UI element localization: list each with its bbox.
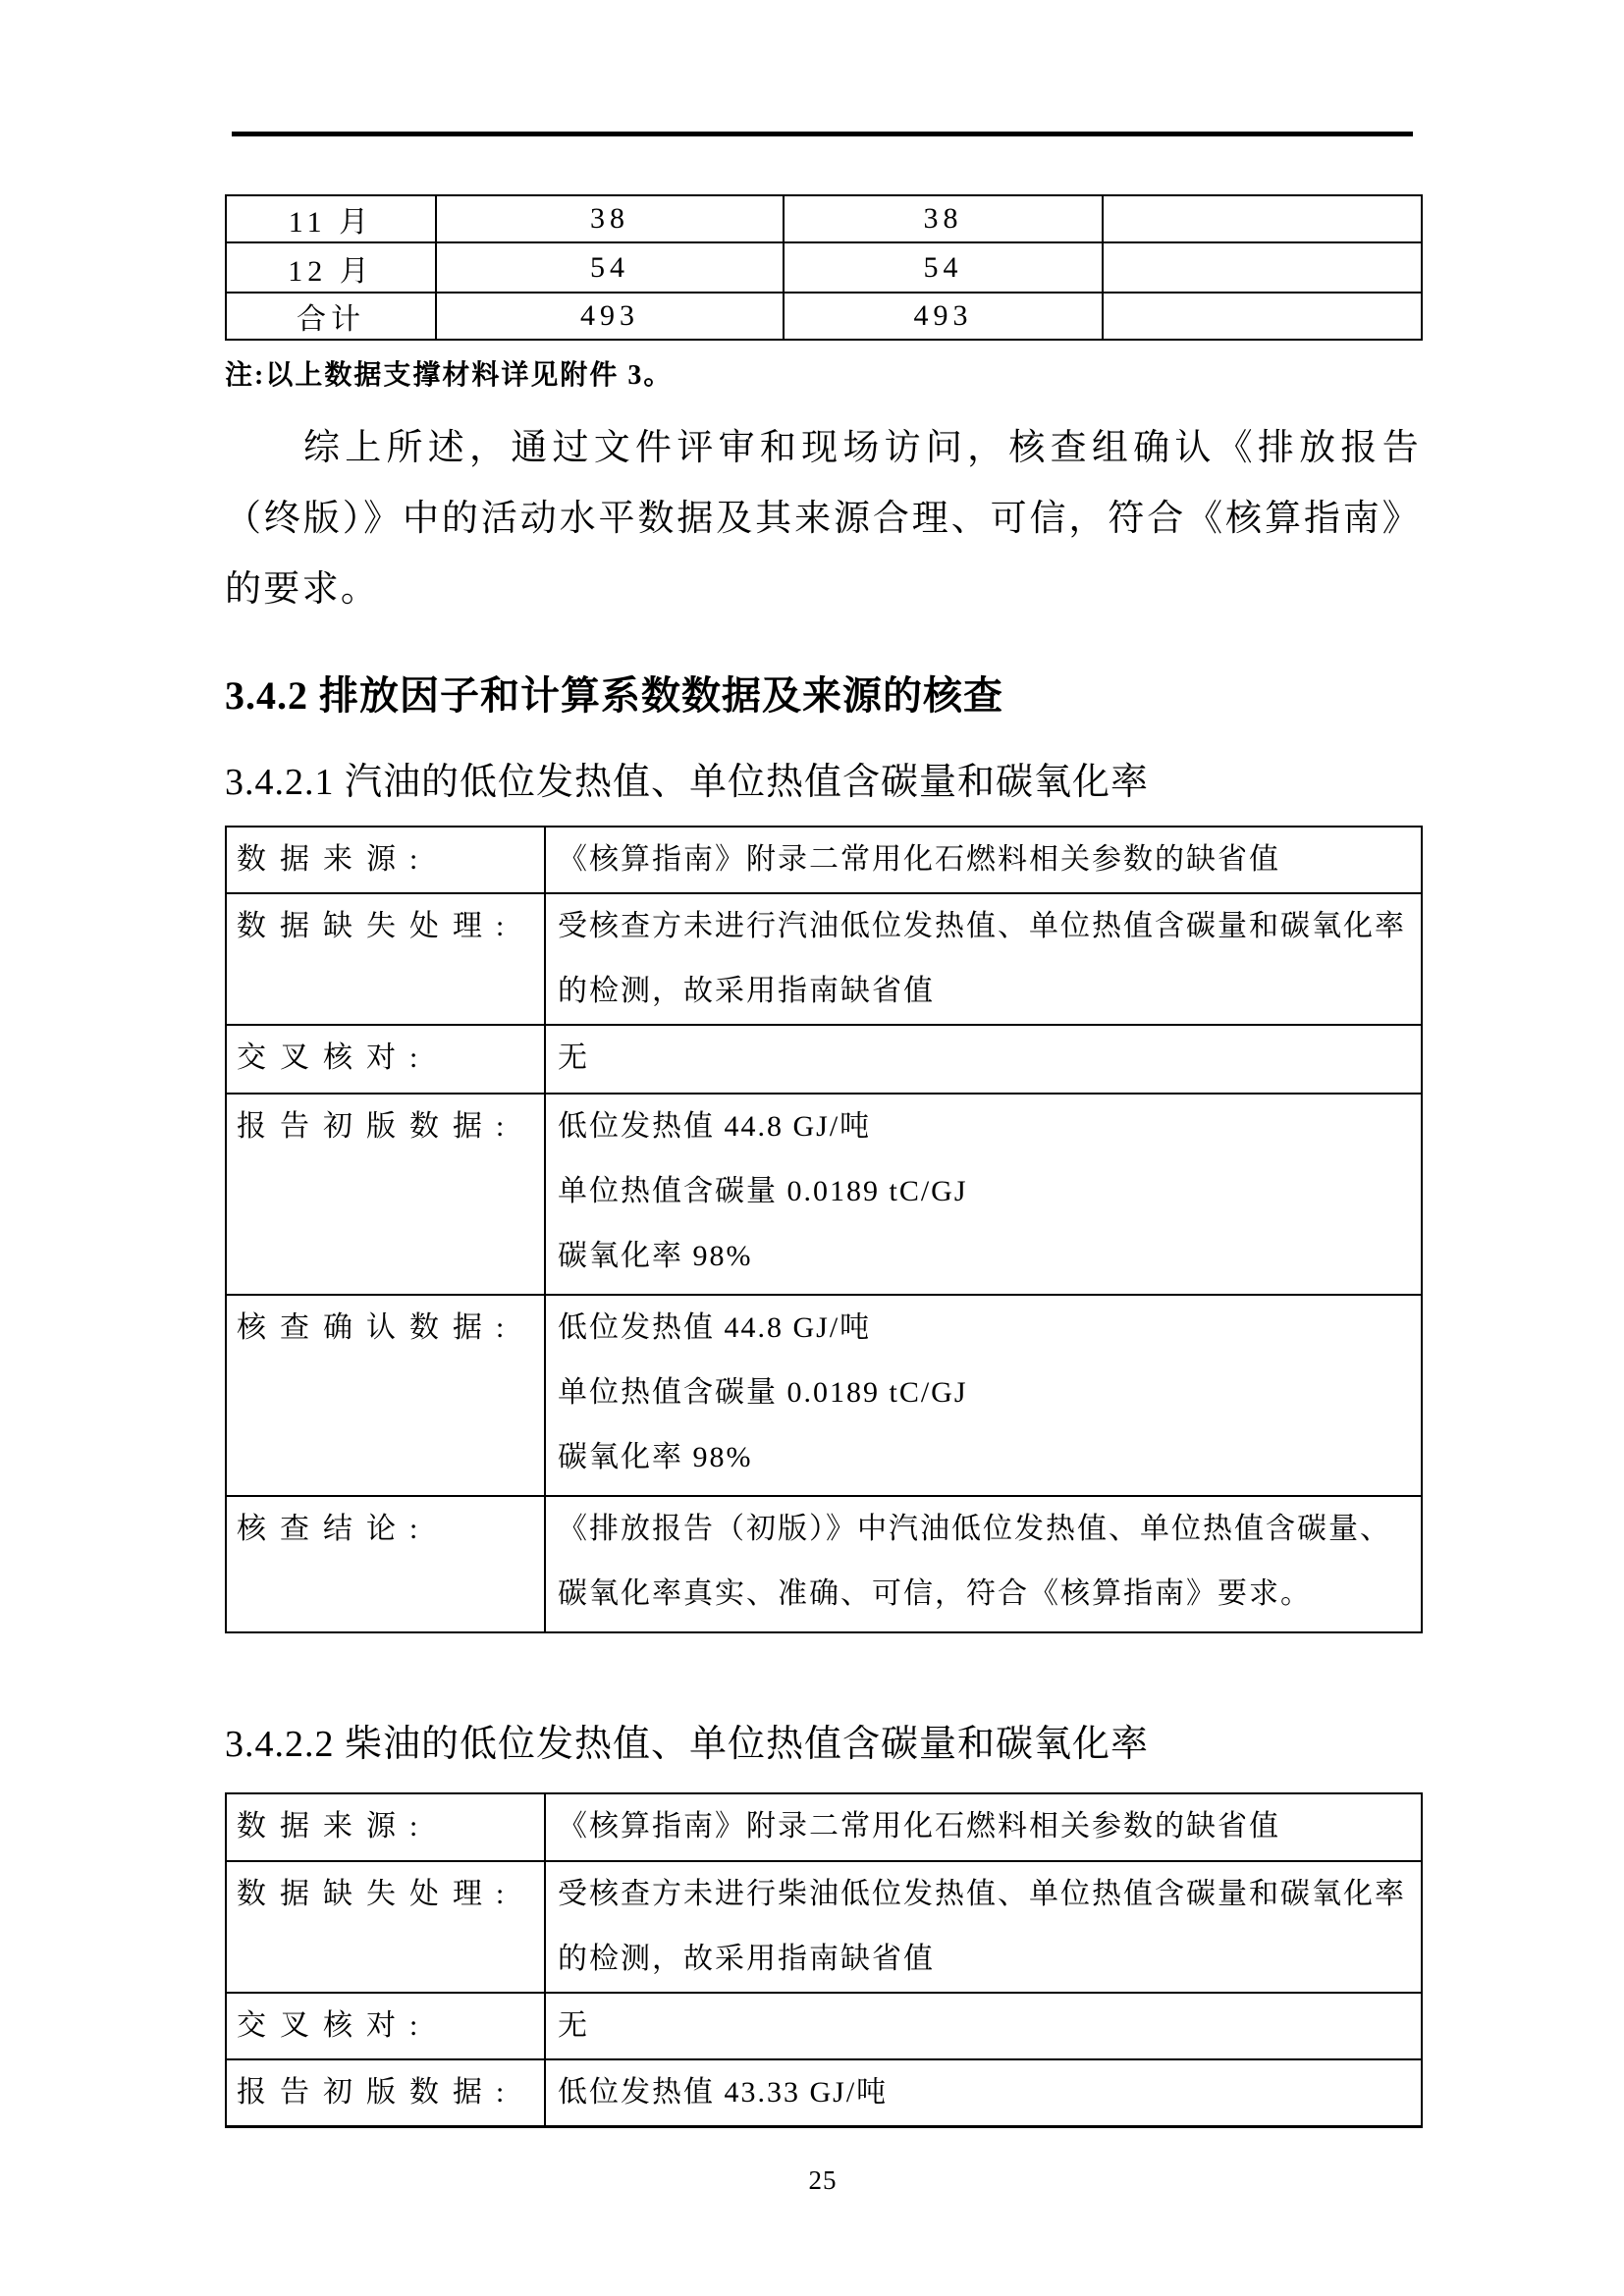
row-label: 核查结论: [226, 1496, 545, 1632]
value-line: 《核算指南》附录二常用化石燃料相关参数的缺省值 [558, 1810, 1280, 1842]
table-row [226, 195, 1422, 242]
diesel-parameter-table [225, 1792, 1423, 2128]
table-row [226, 1295, 1422, 1496]
table-cell: 11 月 [226, 195, 436, 242]
page-number: 25 [808, 2165, 838, 2195]
section-heading-3-4-2-1: 3.4.2.1 汽油的低位发热值、单位热值含碳量和碳氧化率 [225, 762, 1150, 803]
summary-paragraph: 综上所述，通过文件评审和现场访问，核查组确认《排放报告（终版）》中的活动水平数据及其来源合理、可信，符合《核算指南》的要求。 [225, 428, 1421, 610]
table-cell: 合计 [226, 293, 436, 340]
section-heading-3-4-2-2: 3.4.2.2 柴油的低位发热值、单位热值含碳量和碳氧化率 [225, 1724, 1150, 1765]
table-row [226, 1496, 1422, 1632]
value-line: 单位热值含碳量 0.0189 tC/GJ [558, 1376, 968, 1409]
value-line: 《排放报告（初版）》中汽油低位发热值、单位热值含碳量、碳氧化率真实、准确、可信，符合《核算指南》要求。 [558, 1513, 1391, 1610]
table-cell [1103, 293, 1422, 340]
table-row [226, 893, 1422, 1025]
row-value [545, 1025, 1422, 1094]
row-value [545, 2059, 1422, 2127]
row-value [545, 1094, 1422, 1295]
value-line: 受核查方未进行汽油低位发热值、单位热值含碳量和碳氧化率的检测，故采用指南缺省值 [558, 910, 1406, 1007]
table-row [226, 1861, 1422, 1993]
table-row [226, 2059, 1422, 2127]
row-label: 交叉核对: [226, 1025, 545, 1094]
value-line: 单位热值含碳量 0.0189 tC/GJ [558, 1175, 968, 1207]
table-row [226, 1793, 1422, 1861]
gasoline-parameter-table [225, 826, 1423, 1633]
section-heading-3-4-2: 3.4.2 排放因子和计算系数数据及来源的核查 [225, 673, 1003, 718]
table-cell: 38 [436, 195, 784, 242]
row-value [545, 1993, 1422, 2059]
row-value [545, 1496, 1422, 1632]
table-cell: 12 月 [226, 242, 436, 293]
value-line: 受核查方未进行柴油低位发热值、单位热值含碳量和碳氧化率的检测，故采用指南缺省值 [558, 1878, 1406, 1975]
row-value [545, 1861, 1422, 1993]
table-row [226, 1025, 1422, 1094]
row-label: 数据来源: [226, 1793, 545, 1861]
row-label: 数据缺失处理: [226, 1861, 545, 1993]
row-value [545, 827, 1422, 893]
row-value [545, 1793, 1422, 1861]
value-line: 碳氧化率 98% [558, 1240, 753, 1272]
table-row [226, 827, 1422, 893]
value-line: 低位发热值 44.8 GJ/吨 [558, 1311, 872, 1344]
table-cell [1103, 242, 1422, 293]
row-label: 数据来源: [226, 827, 545, 893]
row-value [545, 893, 1422, 1025]
row-value [545, 1295, 1422, 1496]
value-line: 低位发热值 43.33 GJ/吨 [558, 2076, 889, 2109]
value-line: 无 [558, 1041, 589, 1074]
value-line: 碳氧化率 98% [558, 1441, 753, 1473]
table-cell: 493 [784, 293, 1103, 340]
value-line: 低位发热值 44.8 GJ/吨 [558, 1110, 872, 1143]
table-row [226, 242, 1422, 293]
table-cell [1103, 195, 1422, 242]
table-cell: 493 [436, 293, 784, 340]
row-label: 核查确认数据: [226, 1295, 545, 1496]
table-row [226, 1094, 1422, 1295]
value-line: 无 [558, 2009, 589, 2042]
table-row [226, 1993, 1422, 2059]
row-label: 交叉核对: [226, 1993, 545, 2059]
row-label: 数据缺失处理: [226, 893, 545, 1025]
monthly-data-continuation-table [225, 194, 1423, 341]
row-label: 报告初版数据: [226, 1094, 545, 1295]
page-header-rule [232, 132, 1413, 136]
table-cell: 54 [784, 242, 1103, 293]
table-cell: 54 [436, 242, 784, 293]
row-label: 报告初版数据: [226, 2059, 545, 2127]
value-line: 《核算指南》附录二常用化石燃料相关参数的缺省值 [558, 843, 1280, 876]
table-cell: 38 [784, 195, 1103, 242]
table-note: 注:以上数据支撑材料详见附件 3。 [225, 360, 674, 391]
table-row [226, 293, 1422, 340]
